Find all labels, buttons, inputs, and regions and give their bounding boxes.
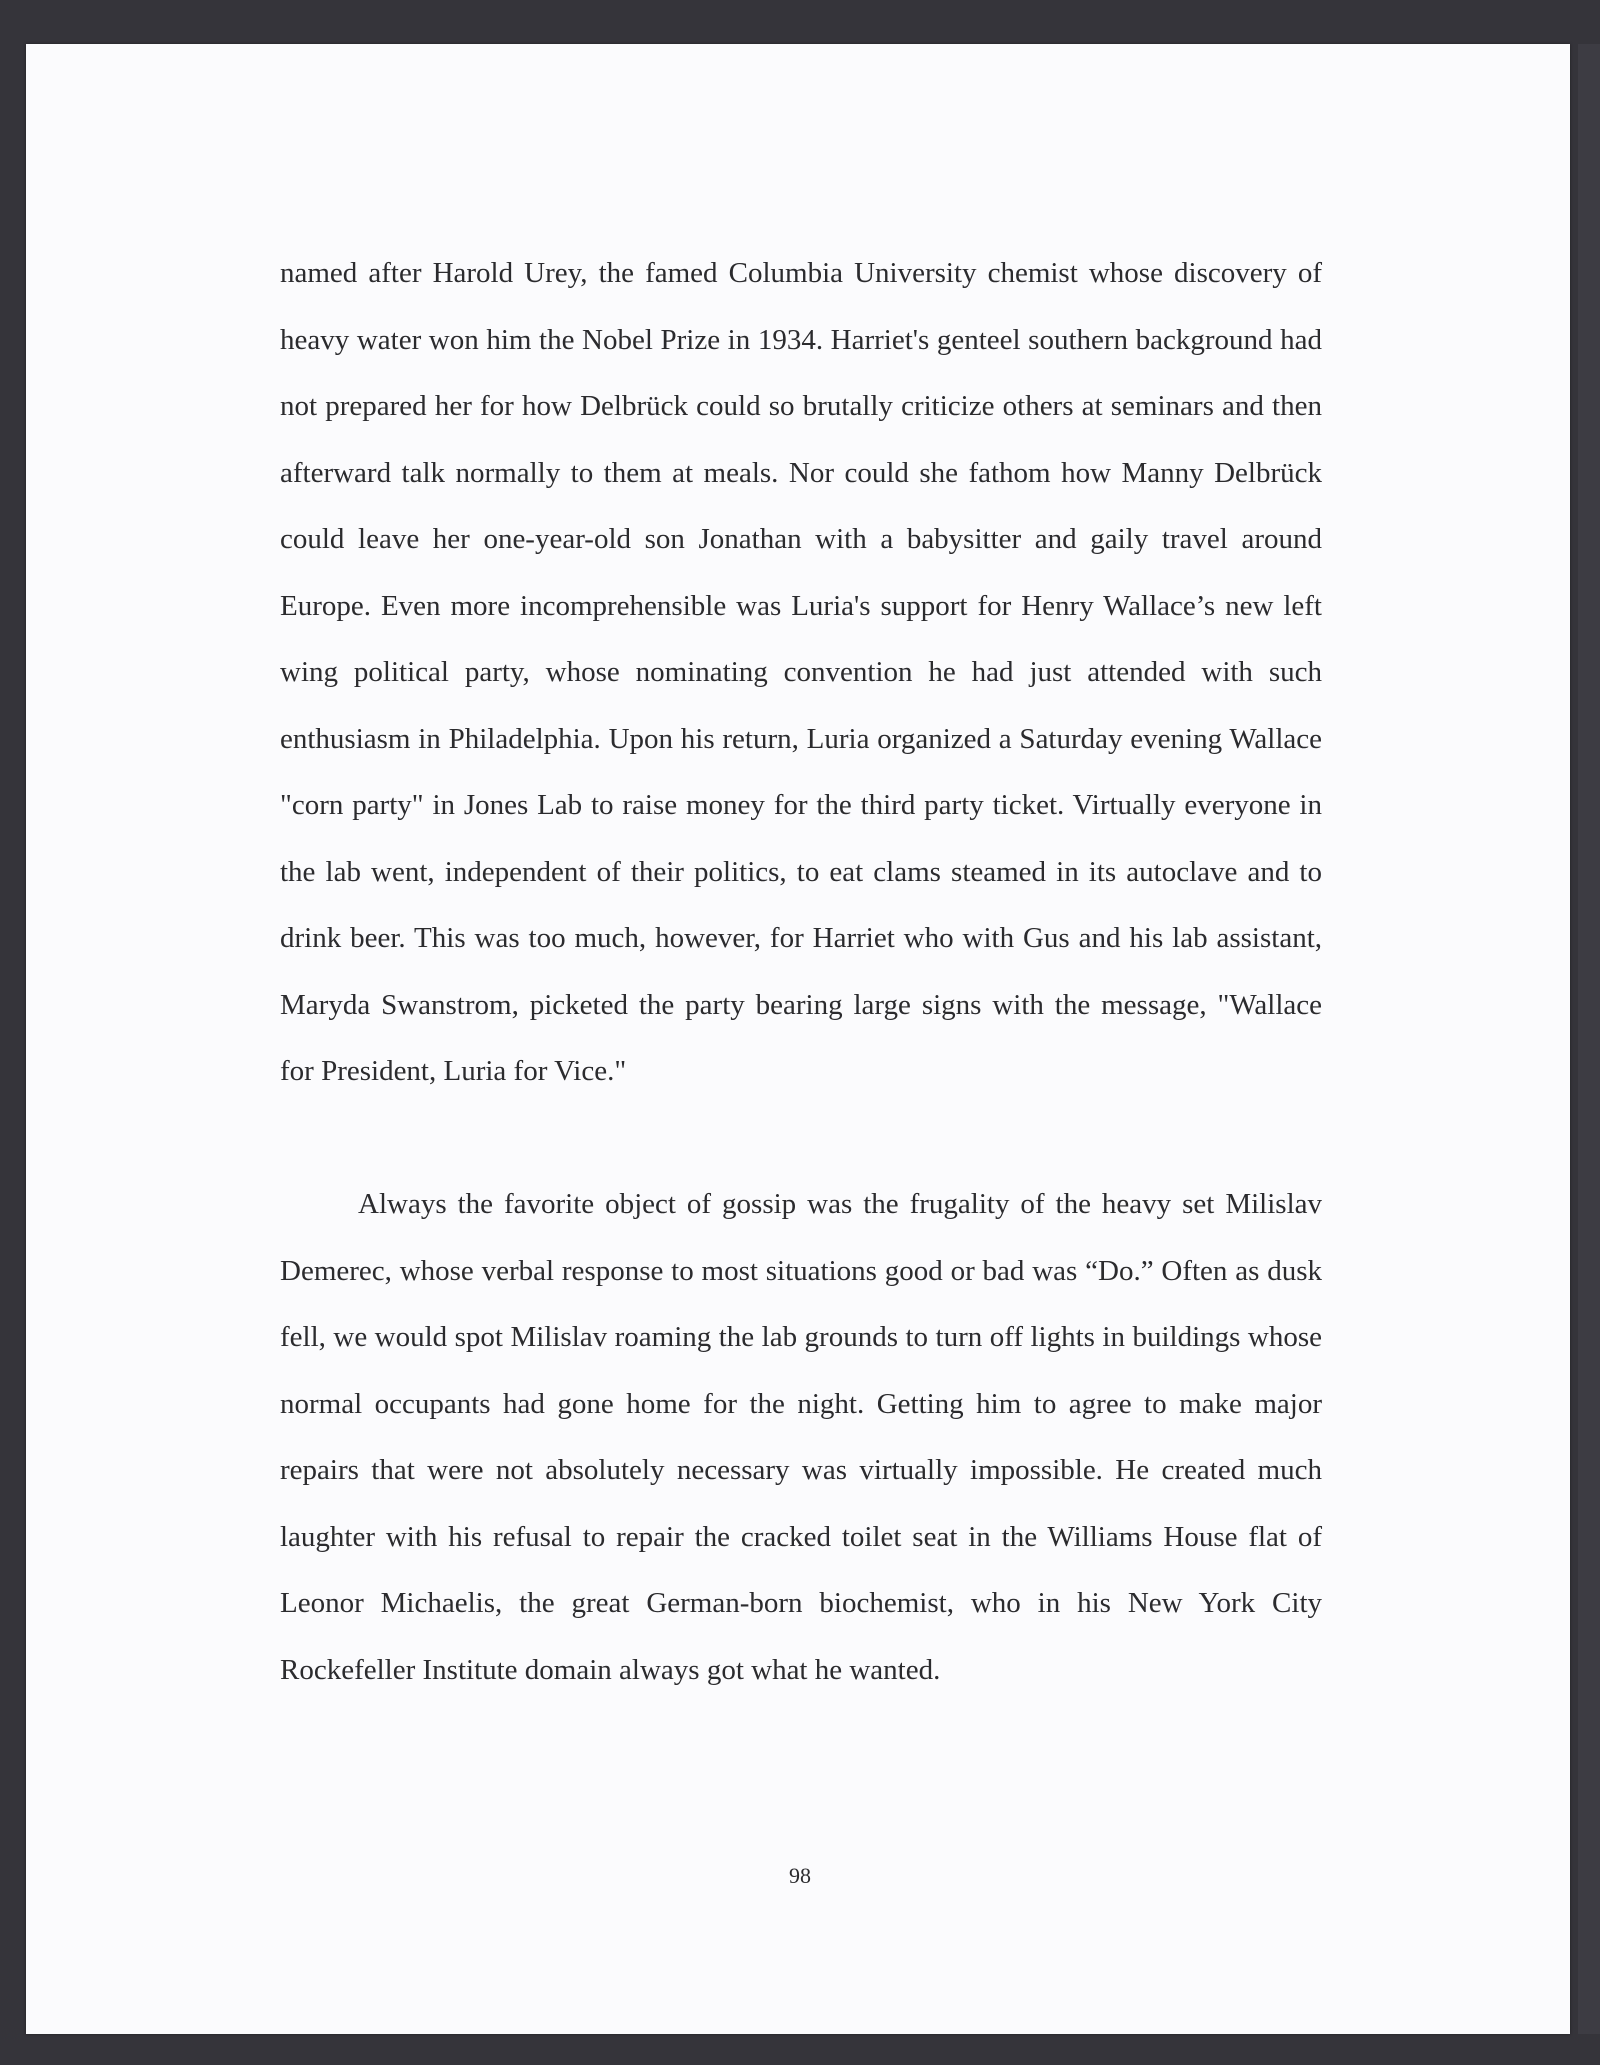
- body-paragraph-1: named after Harold Urey, the famed Columbia University chemist whose discovery of heavy water won him the Nobel Prize in 1934. Harriet's genteel southern background had not prepared her for how Delbrück could so brutally criticize others at seminars and then afterward talk normally to them at meals. Nor could she fathom how Manny Delbrück could leave her one-year-old son Jonathan with a babysitter and gaily travel around Europe. Even more incomprehensible was Luria's support for Henry Wallace’s new left wing political party, whose nominating convention he had just attended with such enthusiasm in Philadelphia. Upon his return, Luria organized a Saturday evening Wallace "corn party" in Jones Lab to raise money for the third party ticket. Virtually everyone in the lab went, independent of their politics, to eat clams steamed in its autoclave and to drink beer. This was too much, however, for Harriet who with Gus and his lab assistant, Maryda Swanstrom, picketed the party bearing large signs with the message, "Wallace for President, Luria for Vice.": [280, 257, 1322, 1087]
- scan-background-edge: [1578, 44, 1600, 2034]
- body-paragraph-2: Always the favorite object of gossip was the frugality of the heavy set Milislav Demerec, whose verbal response to most situations good or bad was “Do.” Often as dusk fell, we would spot Milislav roaming the lab grounds to turn off lights in buildings whose normal occupants had gone home for the night. Getting him to agree to make major repairs that were not absolutely necessary was virtually impossible. He created much laughter with his refusal to repair the cracked toilet seat in the Williams House flat of Leonor Michaelis, the great German-born biochemist, who in his New York City Rockefeller Institute domain always got what he wanted.: [280, 1188, 1322, 1686]
- page-number: 98: [789, 1863, 811, 1888]
